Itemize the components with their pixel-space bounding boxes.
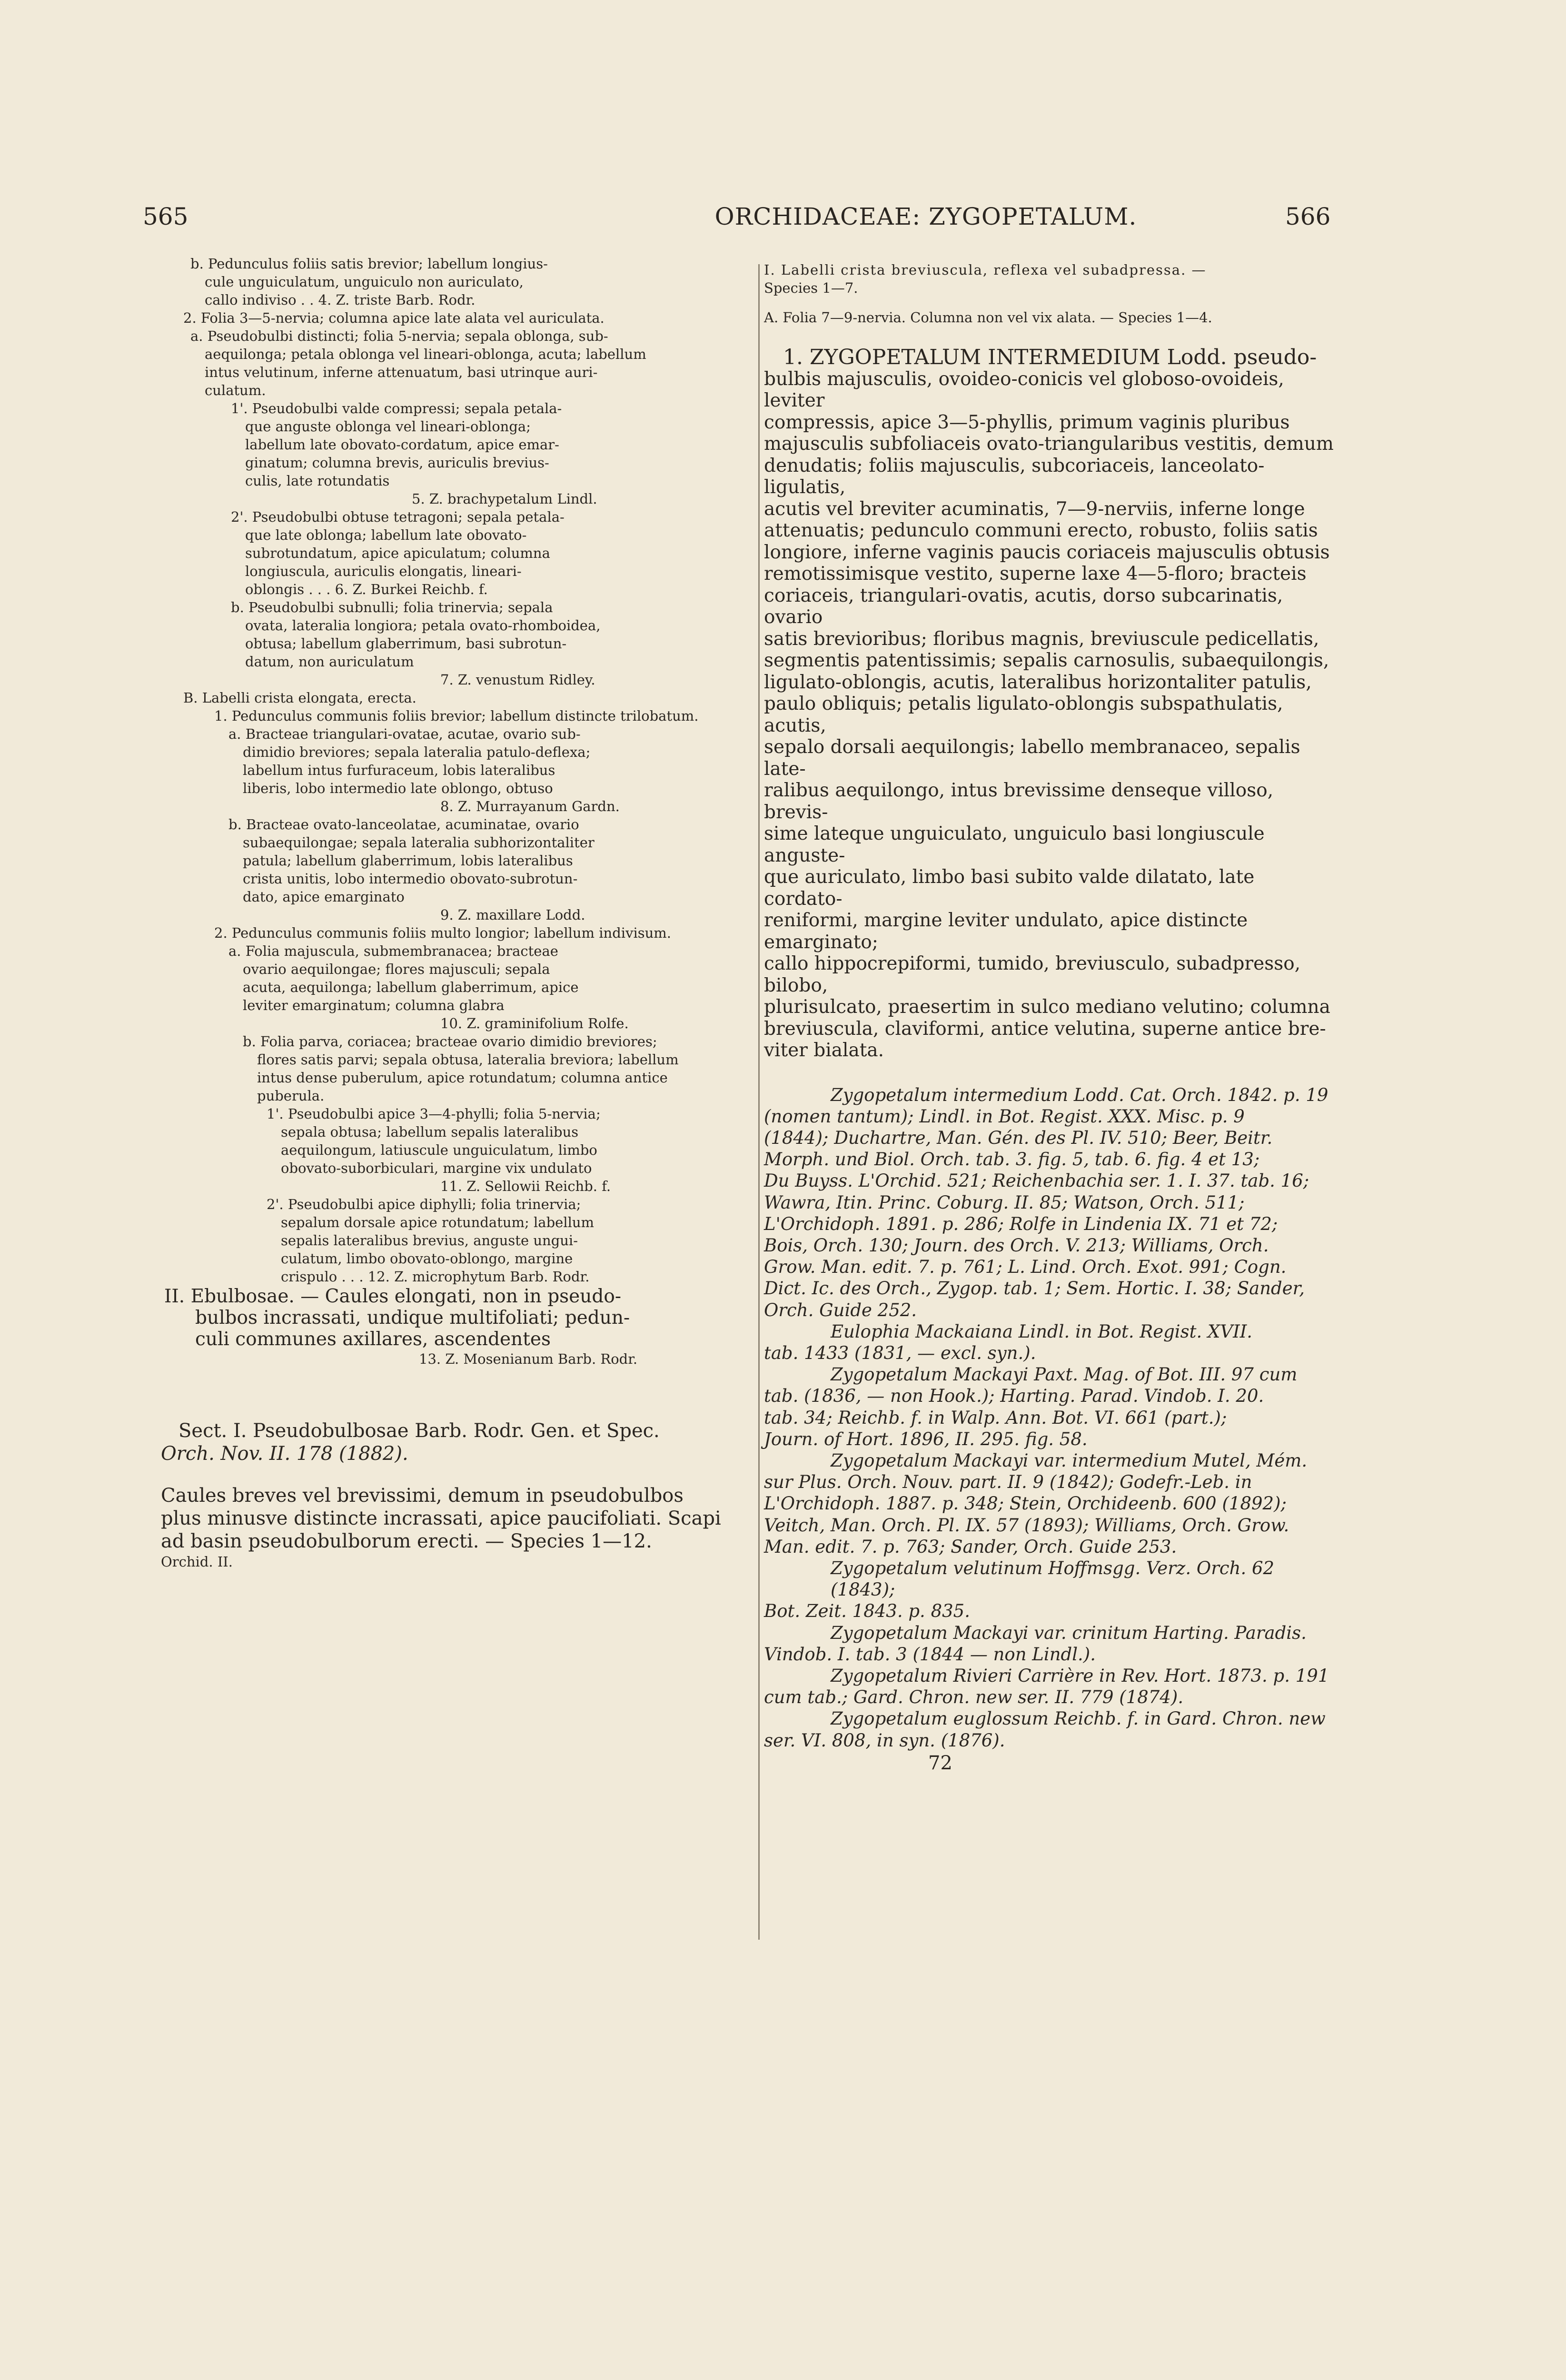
reference-line: L'Orchidoph. 1887. p. 348; Stein, Orchideenb. 600 (1892); [764,1493,1287,1514]
running-title: ORCHIDACEAE: ZYGOPETALUM. [714,203,1137,230]
key-a-line: aequilonga; petala oblonga vel lineari-oblonga, acuta; labellum [205,346,646,362]
species-8: 8. Z. Murrayanum Gardn. [440,798,620,814]
key-2p-line: 2'. Pseudobulbi obtuse tetragoni; sepala petala- [231,509,565,525]
reference-line: Zygopetalum Mackayi var. crinitum Harting. Paradis. [831,1622,1307,1643]
species-description-line: bulbis majusculis, ovoideo-conicis vel globoso-ovoideis, leviter [764,368,1284,411]
reference-line: Veitch, Man. Orch. Pl. IX. 57 (1893); Williams, Orch. Grow. [764,1515,1289,1536]
key-a-line: a. Pseudobulbi distincti; folia 5-nervia; sepala oblonga, sub- [190,328,608,344]
reference-line: Zygopetalum Rivieri Carrière in Rev. Hort. 1873. p. 191 [831,1665,1329,1686]
key-1p-line: ginatum; columna brevis, auriculis brevius- [245,455,549,471]
reference-line: Du Buyss. L'Orchid. 521; Reichenbachia ser. 1. I. 37. tab. 16; [764,1170,1309,1191]
reference-line: Man. edit. 7. p. 763; Sander, Orch. Guide 253. [764,1536,1177,1557]
key-B1b-line: patula; labellum glaberrimum, lobis lateralibus [243,853,573,869]
key-B2b2-line: culatum, limbo obovato-oblongo, margine [281,1250,573,1267]
left-column [161,255,740,1571]
key-1p-block [231,399,740,490]
key-B1b-line: dato, apice emarginato [243,889,405,905]
left-page-number: 565 [143,203,188,230]
key-B: B. Labelli crista elongata, erecta. [183,690,416,706]
section-heading [161,1419,740,1465]
reference-line: tab. 1433 (1831, — excl. syn.). [764,1342,1036,1363]
key-B1: 1. Pedunculus communis foliis brevior; labellum distincte trilobatum. [214,708,699,724]
key-2: 2. Folia 3—5-nervia; columna apice late alata vel auriculata. [183,310,605,326]
key-a-block [190,327,740,399]
key-B2b-line: b. Folia parva, coriacea; bracteae ovario dimidio breviores; [243,1033,657,1050]
reference-line: Zygopetalum intermedium Lodd. Cat. Orch. 1842. p. 19 [831,1084,1328,1105]
right-column [764,261,1335,1774]
species-description-line: longiore, inferne vaginis paucis coriaceis majusculis obtusis [764,541,1330,563]
reference-line: Grow. Man. edit. 7. p. 761; L. Lind. Orch. Exot. 991; Cogn. [764,1257,1287,1278]
key-b-line: cule unguiculatum, unguiculo non auriculato, [205,274,524,290]
section-text-line: Caules breves vel brevissimi, demum in pseudobulbos [161,1485,684,1507]
key-B1a-line: dimidio breviores; sepala lateralia patulo-deflexa; [243,744,591,760]
species-description-line: coriaceis, triangulari-ovatis, acutis, dorso subcarinatis, ovario [764,585,1283,628]
species-description-line: majusculis subfoliaceis ovato-triangularibus vestitis, demum [764,433,1334,455]
key-1p-line: que anguste oblonga vel lineari-oblonga; [245,418,531,435]
key-2p-line: subrotundatum, apice apiculatum; columna [245,545,550,561]
species-description-line: remotissimisque vestito, superne laxe 4—5-floro; bracteis [764,563,1307,585]
section-description [161,1484,740,1553]
key-b-block [190,255,740,309]
species-description-line: satis brevioribus; floribus magnis, breviuscule pedicellatis, [764,628,1319,650]
section-heading-line: Orch. Nov. II. 178 (1882). [161,1443,408,1465]
species-description-line: que auriculato, limbo basi subito valde dilatato, late cordato- [764,866,1255,910]
key-B1a-line: labellum intus furfuraceum, lobis lateralibus [243,762,555,778]
species-description [764,347,1335,1061]
species-description-line: sime lateque unguiculato, unguiculo basi longiuscule anguste- [764,823,1265,866]
species-10: 10. Z. graminifolium Rolfe. [440,1015,629,1031]
key-a-line: intus velutinum, inferne attenuatum, basi utrinque auri- [205,364,598,380]
key-B2b1-line: 1'. Pseudobulbi apice 3—4-phylli; folia 5-nervia; [267,1106,601,1122]
key-B2a-line: a. Folia majuscula, submembranacea; bracteae [228,943,558,959]
reference-line: Zygopetalum euglossum Reichb. f. in Gard. Chron. new [831,1708,1326,1729]
key-I-block [764,261,1335,297]
reference-line: L'Orchidoph. 1891. p. 286; Rolfe in Lindenia IX. 71 et 72; [764,1213,1278,1234]
species-description-line: paulo obliquis; petalis ligulato-oblongis subspathulatis, acutis, [764,693,1283,736]
reference-line: (nomen tantum); Lindl. in Bot. Regist. XXX. Misc. p. 9 [764,1106,1245,1127]
key-2p-line: oblongis . . . 6. Z. Burkei Reichb. f. [245,581,488,597]
key-b2-line: datum, non auriculatum [245,654,414,670]
species-description-line: acutis vel breviter acuminatis, 7—9-nerviis, inferne longe [764,498,1305,520]
key-B2: 2. Pedunculus communis foliis multo longior; labellum indivisum. [214,925,672,941]
key-B2a-block [228,942,740,1014]
species-description-line: ralibus aequilongo, intus brevissime denseque villoso, brevis- [764,780,1274,823]
key-B2b1-line: aequilongum, latiuscule unguiculatum, limbo [281,1142,597,1158]
key-B1a-line: liberis, lobo intermedio late oblongo, obtuso [243,780,553,796]
reference-line: Wawra, Itin. Princ. Coburg. II. 85; Watson, Orch. 511; [764,1192,1245,1213]
key-B2b-block [243,1032,740,1105]
species-7: 7. Z. venustum Ridley. [440,672,595,688]
species-description-line: denudatis; foliis majusculis, subcoriaceis, lanceolato-ligulatis, [764,455,1265,498]
key-B2b1-line: obovato-suborbiculari, margine vix undulato [281,1160,592,1176]
species-description-line: compressis, apice 3—5-phyllis, primum vaginis pluribus [764,411,1290,433]
key-II-block [164,1286,740,1350]
species-description-line: sepalo dorsali aequilongis; labello membranaceo, sepalis late- [764,736,1300,780]
key-I-line: Species 1—7. [764,280,858,296]
reference-line: ser. VI. 808, in syn. (1876). [764,1730,1005,1751]
species-description-line: viter bialata. [764,1040,884,1061]
key-1p-line: 1'. Pseudobulbi valde compressi; sepala petala- [231,400,562,416]
species-9: 9. Z. maxillare Lodd. [440,907,585,923]
section-heading-line: Sect. I. Pseudobulbosae Barb. Rodr. Gen. et Spec. [178,1420,660,1442]
column-divider [758,264,760,1940]
species-description-line: breviuscula, claviformi, antice velutina, superne antice bre- [764,1018,1326,1040]
key-1p-line: labellum late obovato-cordatum, apice emar- [245,436,559,453]
species-11: 11. Z. Sellowii Reichb. f. [440,1178,611,1194]
key-B1a-line: a. Bracteae triangulari-ovatae, acutae, ovario sub- [228,726,581,742]
key-B2a-line: ovario aequilongae; flores majusculi; sepala [243,961,550,977]
reference-line: Orch. Guide 252. [764,1299,917,1320]
reference-line: Zygopetalum Mackayi var. intermedium Mutel, Mém. [831,1450,1308,1471]
reference-line: Vindob. I. tab. 3 (1844 — non Lindl.). [764,1644,1096,1665]
key-II-line: II. Ebulbosae. — Caules elongati, non in pseudo- [164,1286,621,1307]
key-b2-line: b. Pseudobulbi subnulli; folia trinervia; sepala [231,599,553,615]
species-description-line: segmentis patentissimis; sepalis carnosulis, subaequilongis, [764,650,1329,671]
reference-line: Journ. of Hort. 1896, II. 295. fig. 58. [764,1428,1088,1449]
key-B2b-line: intus dense puberulum, apice rotundatum; columna antice [257,1070,668,1086]
species-description-line: ligulato-oblongis, acutis, lateralibus horizontaliter patulis, [764,671,1312,693]
key-b2-line: ovata, lateralia longiora; petala ovato-rhomboidea, [245,617,601,634]
reference-line: (1844); Duchartre, Man. Gén. des Pl. IV. 510; Beer, Beitr. [764,1127,1273,1148]
species-description-line: callo hippocrepiformi, tumido, breviusculo, subadpresso, bilobo, [764,953,1301,996]
key-B2b1-line: sepala obtusa; labellum sepalis lateralibus [281,1124,579,1140]
key-B2b2-line: sepalis lateralibus brevius, anguste ungui- [281,1232,578,1249]
key-B1b-block [228,815,740,906]
reference-line: sur Plus. Orch. Nouv. part. II. 9 (1842); Godefr.-Leb. in [764,1472,1252,1493]
key-B2b2-line: crispulo . . . 12. Z. microphytum Barb. Rodr. [281,1269,590,1285]
reference-line: Zygopetalum velutinum Hoffmsgg. Verz. Orch. 62 (1843); [831,1557,1275,1600]
reference-line: Bot. Zeit. 1843. p. 835. [764,1601,970,1622]
key-I-line: I. Labelli crista breviuscula, reflexa vel subadpressa. — [764,262,1207,278]
key-B1b-line: b. Bracteae ovato-lanceolatae, acuminatae, ovario [228,816,579,833]
key-B2a-line: acuta, aequilonga; labellum glaberrimum, apice [243,979,579,995]
key-B2b2-line: 2'. Pseudobulbi apice diphylli; folia trinervia; [267,1196,581,1212]
species-description-line: attenuatis; pedunculo communi erecto, robusto, foliis satis [764,520,1318,541]
key-a-line: culatum. [205,382,266,398]
key-1p-line: culis, late rotundatis [245,473,390,489]
section-text-line: ad basin pseudobulborum erecti. — Species 1—12. [161,1530,652,1552]
reference-line: Dict. Ic. des Orch., Zygop. tab. 1; Sem. Hortic. I. 38; Sander, [764,1278,1305,1299]
synonymy-references [764,1084,1335,1751]
key-b-line: b. Pedunculus foliis satis brevior; labellum longius- [190,256,548,272]
printer-signature: Orchid. II. [161,1554,233,1570]
reference-line: tab. 34; Reichb. f. in Walp. Ann. Bot. VI. 661 (part.); [764,1407,1227,1428]
key-B2b-line: puberula. [257,1088,325,1104]
reference-line: tab. (1836, — non Hook.); Harting. Parad. Vindob. I. 20. [764,1386,1264,1407]
reference-line: cum tab.; Gard. Chron. new ser. II. 779 (1874). [764,1687,1184,1708]
key-B2b2-line: sepalum dorsale apice rotundatum; labellum [281,1214,595,1230]
species-5: 5. Z. brachypetalum Lindl. [412,491,597,507]
key-B2b2-block [267,1195,740,1286]
reference-line: Bois, Orch. 130; Journ. des Orch. V. 213; Williams, Orch. [764,1235,1269,1256]
reference-line: Zygopetalum Mackayi Paxt. Mag. of Bot. III. 97 cum [831,1364,1298,1385]
key-B2b1-block [267,1105,740,1177]
key-b2-block [231,598,740,671]
key-B1b-line: subaequilongae; sepala lateralia subhorizontaliter [243,834,595,851]
species-description-line: 1. ZYGOPETALUM INTERMEDIUM Lodd. pseudo- [783,345,1317,369]
key-A: A. Folia 7—9-nervia. Columna non vel vix alata. — Species 1—4. [764,309,1212,326]
key-2p-block [231,508,740,598]
key-B1a-block [228,725,740,797]
key-2p-line: que late oblonga; labellum late obovato- [245,527,527,543]
key-b2-line: obtusa; labellum glaberrimum, basi subrotun- [245,635,567,652]
key-2p-line: longiuscula, auriculis elongatis, lineari- [245,563,522,579]
key-B2a-line: leviter emarginatum; columna glabra [243,997,505,1013]
key-II-line: culi communes axillares, ascendentes [195,1329,551,1350]
key-II-line: bulbos incrassati, undique multifoliati; pedun- [195,1307,630,1329]
key-B1b-line: crista unitis, lobo intermedio obovato-subrotun- [243,871,578,887]
right-page-number: 566 [1285,203,1331,230]
species-description-line: reniformi, margine leviter undulato, apice distincte emarginato; [764,910,1248,953]
signature-number: 72 [928,1752,952,1774]
species-description-line: plurisulcato, praesertim in sulco mediano velutino; columna [764,996,1330,1018]
reference-line: Eulophia Mackaiana Lindl. in Bot. Regist. XVII. [831,1321,1253,1342]
key-B2b-line: flores satis parvi; sepala obtusa, lateralia breviora; labellum [257,1051,679,1068]
key-b-line: callo indiviso . . 4. Z. triste Barb. Rodr. [205,292,476,308]
species-13: 13. Z. Mosenianum Barb. Rodr. [419,1351,638,1367]
reference-line: Morph. und Biol. Orch. tab. 3. fig. 5, tab. 6. fig. 4 et 13; [764,1149,1260,1170]
section-text-line: plus minusve distincte incrassati, apice paucifoliati. Scapi [161,1507,721,1529]
